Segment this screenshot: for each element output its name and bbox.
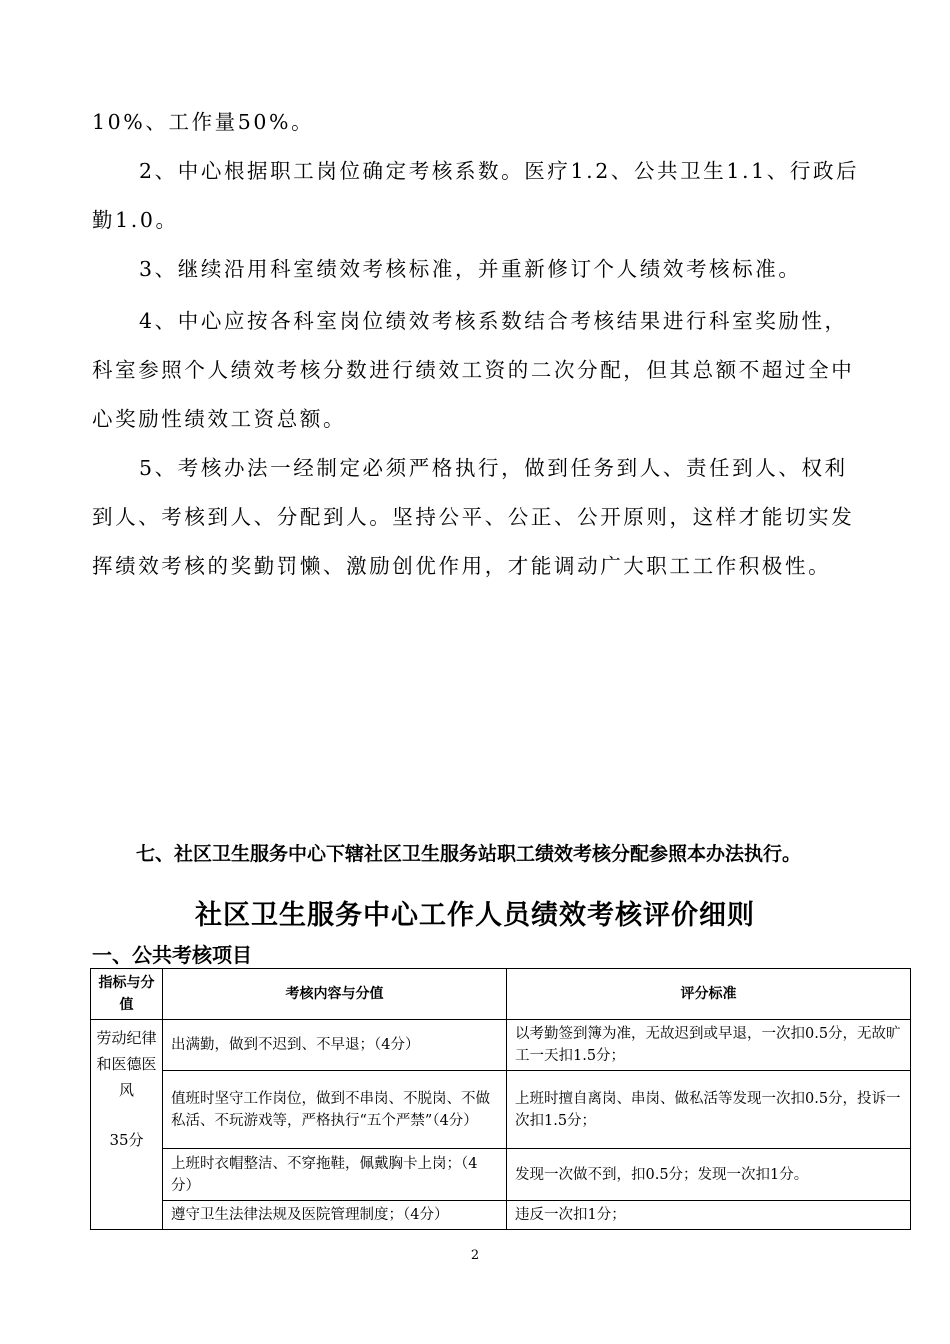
criteria-cell: 上班时擅自离岗、串岗、做私活等发现一次扣0.5分，投诉一次扣1.5分； xyxy=(507,1071,911,1149)
section-seven-heading: 七、社区卫生服务中心下辖社区卫生服务站职工绩效考核分配参照本办法执行。 xyxy=(136,843,802,865)
section-one-title: 一、公共考核项目 xyxy=(92,943,252,967)
content-cell: 上班时衣帽整洁、不穿拖鞋，佩戴胸卡上岗；（4分） xyxy=(163,1149,507,1201)
table-row xyxy=(91,1020,911,1071)
paragraph-item-3: 3、继续沿用科室绩效考核标准，并重新修订个人绩效考核标准。 xyxy=(139,257,802,281)
indicator-score: 35分 xyxy=(109,1131,144,1149)
paragraph-item-5: 5、考核办法一经制定必须严格执行，做到任务到人、责任到人、权利到人、考核到人、分配到人。坚持公平、公正、公开原则，这样才能切实发挥绩效考核的奖勤罚懒、激励创优作用，才能调动广大职工工作积极性。 xyxy=(92,456,855,578)
content-cell: 值班时坚守工作岗位，做到不串岗、不脱岗、不做私活、不玩游戏等，严格执行“五个严禁”（4分） xyxy=(163,1071,507,1149)
criteria-cell: 发现一次做不到，扣0.5分；发现一次扣1分。 xyxy=(507,1149,911,1201)
criteria-cell: 以考勤签到簿为准，无故迟到或早退，一次扣0.5分，无故旷工一天扣1.5分； xyxy=(507,1020,911,1071)
header-criteria: 评分标准 xyxy=(507,969,911,1020)
header-indicator: 指标与分值 xyxy=(91,969,163,1020)
content-cell: 遵守卫生法律法规及医院管理制度；（4分） xyxy=(163,1201,507,1230)
table-row xyxy=(91,1071,911,1149)
paragraph-workload: 10%、工作量50%。 xyxy=(92,110,315,134)
document-title: 社区卫生服务中心工作人员绩效考核评价细则 xyxy=(195,900,755,931)
paragraph-item-2: 2、中心根据职工岗位确定考核系数。医疗1.2、公共卫生1.1、行政后勤1.0。 xyxy=(92,159,860,232)
content-cell: 出满勤，做到不迟到、不早退；（4分） xyxy=(163,1020,507,1071)
criteria-cell: 违反一次扣1分； xyxy=(507,1201,911,1230)
header-content: 考核内容与分值 xyxy=(163,969,507,1020)
table-header-row xyxy=(91,969,911,1020)
indicator-name: 劳动纪律和医德医风 xyxy=(96,1029,157,1099)
table-row xyxy=(91,1201,911,1230)
table-row xyxy=(91,1149,911,1201)
paragraph-item-4: 4、中心应按各科室岗位绩效考核系数结合考核结果进行科室奖励性，科室参照个人绩效考核分数进行绩效工资的二次分配，但其总额不超过全中心奖励性绩效工资总额。 xyxy=(92,309,855,431)
indicator-cell xyxy=(91,1020,163,1230)
evaluation-table xyxy=(90,968,911,1230)
page-number: 2 xyxy=(470,1248,480,1263)
